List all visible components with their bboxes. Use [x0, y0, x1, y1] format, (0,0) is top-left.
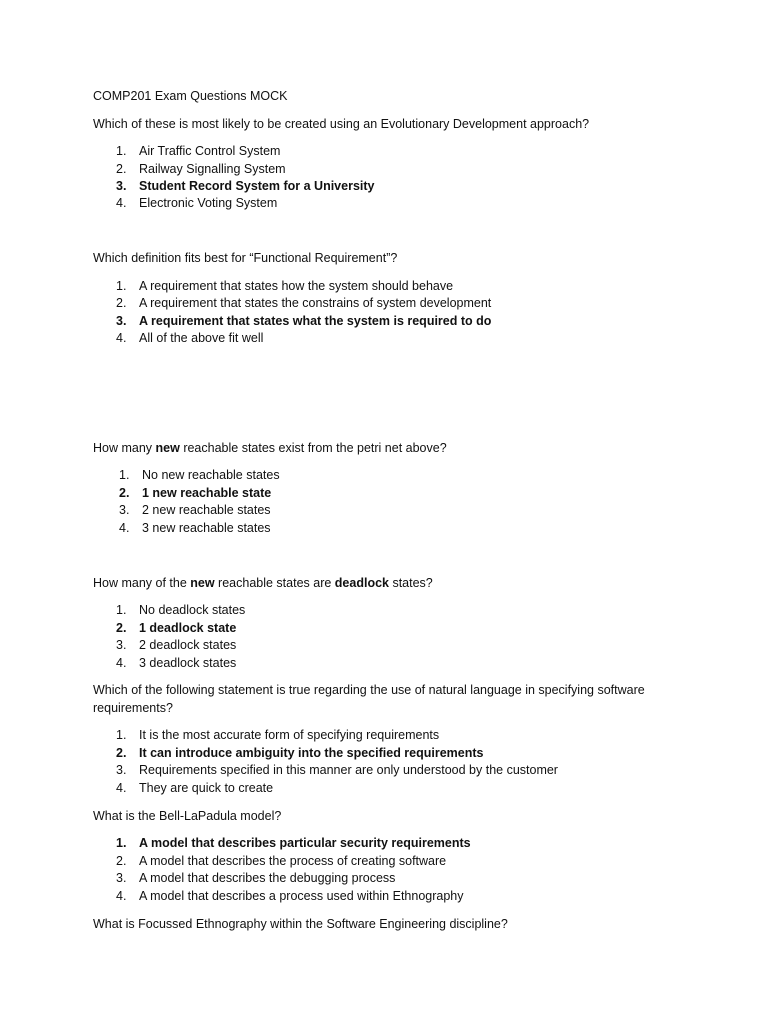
option-number: 4.	[119, 521, 130, 535]
question-4-option-4: 3 deadlock states	[139, 656, 237, 670]
question-5-option-1: It is the most accurate form of specifying requirements	[139, 728, 440, 742]
option-number: 2.	[116, 854, 127, 868]
question-1-option-1: Air Traffic Control System	[139, 144, 281, 158]
question-2-option-4: All of the above fit well	[139, 331, 264, 345]
question-2-option-3-answer: A requirement that states what the system is required to do	[139, 314, 492, 328]
option-number: 1.	[119, 468, 130, 482]
question-5-option-4: They are quick to create	[139, 781, 274, 795]
question-6-option-4: A model that describes a process used within Ethnography	[139, 889, 464, 903]
option-number: 3.	[116, 314, 127, 328]
question-3-text	[93, 440, 447, 456]
question-1-option-3-answer: Student Record System for a University	[139, 179, 375, 193]
question-3-option-2-answer: 1 new reachable state	[142, 486, 272, 500]
question-1-text: Which of these is most likely to be created using an Evolutionary Development approach?	[93, 117, 590, 131]
option-number: 1.	[116, 603, 127, 617]
question-4-option-3: 2 deadlock states	[139, 638, 237, 652]
document-title: COMP201 Exam Questions MOCK	[93, 89, 288, 103]
option-number: 3.	[116, 763, 127, 777]
option-number: 1.	[116, 144, 127, 158]
question-4-option-1: No deadlock states	[139, 603, 246, 617]
option-number: 3.	[116, 871, 127, 885]
question-4-text-part: reachable states are	[214, 576, 335, 590]
question-3-text-emphasis: new	[155, 441, 180, 455]
question-4-text-part: states?	[388, 576, 433, 590]
option-number: 4.	[116, 656, 127, 670]
question-6-option-2: A model that describes the process of creating software	[139, 854, 447, 868]
question-6-option-1-answer: A model that describes particular security requirements	[139, 836, 471, 850]
question-4-text-emphasis: new	[190, 576, 215, 590]
question-3-option-4: 3 new reachable states	[142, 521, 271, 535]
question-3-option-3: 2 new reachable states	[142, 503, 271, 517]
question-4-option-2-answer: 1 deadlock state	[139, 621, 237, 635]
question-4-text-emphasis: deadlock	[334, 576, 389, 590]
option-number: 3.	[119, 503, 130, 517]
question-3-option-1: No new reachable states	[142, 468, 280, 482]
question-5-text: Which of the following statement is true regarding the use of natural language in specifying software requirements?	[93, 683, 645, 715]
option-number: 4.	[116, 331, 127, 345]
option-number: 2.	[116, 296, 127, 310]
option-number: 2.	[116, 621, 127, 635]
option-number: 4.	[116, 196, 127, 210]
question-1-option-4: Electronic Voting System	[139, 196, 278, 210]
question-1-option-2: Railway Signalling System	[139, 162, 286, 176]
option-number: 2.	[119, 486, 130, 500]
question-7-text: What is Focussed Ethnography within the Software Engineering discipline?	[93, 917, 508, 931]
option-number: 1.	[116, 728, 127, 742]
option-number: 4.	[116, 781, 127, 795]
option-number: 3.	[116, 179, 127, 193]
option-number: 1.	[116, 279, 127, 293]
option-number: 4.	[116, 889, 127, 903]
option-number: 2.	[116, 746, 127, 760]
question-4-text	[93, 575, 433, 591]
question-4-text-part: How many of the	[93, 576, 191, 590]
question-2-text: Which definition fits best for “Functional Requirement”?	[93, 251, 398, 265]
question-5-option-3: Requirements specified in this manner are only understood by the customer	[139, 763, 558, 777]
question-3-text-part: reachable states exist from the petri net above?	[179, 441, 447, 455]
option-number: 2.	[116, 162, 127, 176]
option-number: 1.	[116, 836, 127, 850]
question-2-option-1: A requirement that states how the system should behave	[139, 279, 454, 293]
question-3-text-part: How many	[93, 441, 156, 455]
option-number: 3.	[116, 638, 127, 652]
question-2-option-2: A requirement that states the constrains of system development	[139, 296, 492, 310]
question-6-text: What is the Bell-LaPadula model?	[93, 809, 282, 823]
question-5-option-2-answer: It can introduce ambiguity into the specified requirements	[139, 746, 484, 760]
question-6-option-3: A model that describes the debugging process	[139, 871, 396, 885]
